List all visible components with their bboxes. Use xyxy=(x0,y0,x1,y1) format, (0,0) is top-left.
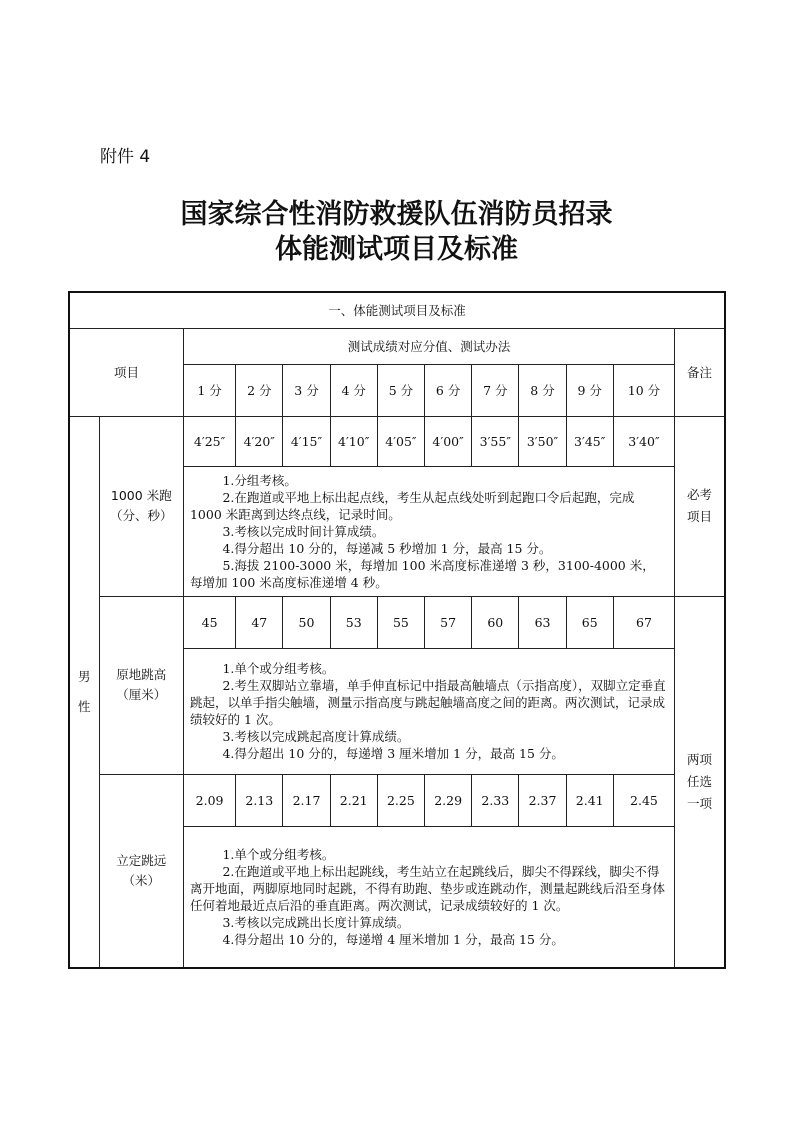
score-label: 4 分 xyxy=(330,364,377,416)
method-line: 2.在跑道或平地上标出起跳线，考生站立在起跳线后，脚尖不得踩线，脚尖不得离开地面，两脚原地同时起跳，不得有助跑、垫步或连跳动作，测量起跳线后沿至身体任何着地最近点后沿的垂直距离。两次测试，记录成绩较好的 1 次。 xyxy=(189,863,665,913)
method-line: 3.考核以完成跳出长度计算成绩。 xyxy=(222,914,410,930)
score-label: 6 分 xyxy=(425,364,472,416)
attachment-label: 附件 4 xyxy=(100,147,151,167)
score-value: 4′20″ xyxy=(236,416,283,466)
item-name-line: 立定跳远 xyxy=(116,852,167,868)
score-value: 45 xyxy=(183,596,235,648)
score-value: 65 xyxy=(566,596,613,648)
method-line: 4.得分超出 10 分的，每递增 4 厘米增加 1 分，最高 15 分。 xyxy=(222,931,564,947)
score-value: 2.37 xyxy=(519,774,566,826)
gender-char: 性 xyxy=(78,698,91,714)
score-label: 7 分 xyxy=(472,364,519,416)
method-line: 2.考生双脚站立靠墙，单手伸直标记中指最高触墙点（示指高度），双脚立定垂直跳起，以单手指尖触墙，测量示指高度与跳起触墙高度之间的距离。两次测试，记录成绩较好的 1 次。 xyxy=(189,678,666,727)
score-value: 3′55″ xyxy=(472,416,519,466)
remark-line: 两项 xyxy=(687,751,713,767)
test-method-long-jump xyxy=(183,826,674,968)
score-value: 47 xyxy=(236,596,283,648)
method-line: 2.在跑道或平地上标出起点线，考生从起点线处听到起跑口令后起跑，完成 1000 米距离到达终点线，记录时间。 xyxy=(189,489,635,522)
method-line: 4.得分超出 10 分的，每递增 3 厘米增加 1 分，最高 15 分。 xyxy=(222,746,564,761)
remark-line: 任选 xyxy=(687,773,713,789)
score-value: 53 xyxy=(330,596,377,648)
item-name-line: （米） xyxy=(122,872,161,888)
score-label: 8 分 xyxy=(519,364,566,416)
score-value: 2.25 xyxy=(377,774,424,826)
item-name-line: （厘米） xyxy=(116,687,167,702)
score-label: 2 分 xyxy=(236,364,283,416)
method-line: 1.单个或分组考核。 xyxy=(222,846,335,862)
standards-table xyxy=(68,291,726,969)
score-value: 67 xyxy=(613,596,674,648)
remark-header: 备注 xyxy=(675,328,725,416)
method-line: 5.海拔 2100-3000 米，每增加 100 米高度标准递增 3 秒，3100-4000 米，每增加 100 米高度标准递增 4 秒。 xyxy=(189,557,655,590)
item-name-run xyxy=(99,416,183,596)
item-name-line: （分、秒） xyxy=(110,508,173,523)
method-line: 1.单个或分组考核。 xyxy=(222,661,335,676)
remark-line: 必考 xyxy=(687,487,713,502)
score-value: 3′40″ xyxy=(613,416,674,466)
method-line: 1.分组考核。 xyxy=(222,472,297,488)
score-value: 50 xyxy=(283,596,330,648)
score-label: 1 分 xyxy=(183,364,235,416)
gender-cell xyxy=(69,416,99,968)
score-value: 60 xyxy=(472,596,519,648)
score-value: 3′45″ xyxy=(566,416,613,466)
score-value: 2.41 xyxy=(566,774,613,826)
document-title-line2: 体能测试项目及标准 xyxy=(275,234,518,265)
item-name-long-jump xyxy=(99,774,183,968)
remark-required xyxy=(675,416,725,596)
section-title: 一、体能测试项目及标准 xyxy=(69,292,725,328)
score-value: 2.17 xyxy=(283,774,330,826)
score-value: 4′25″ xyxy=(183,416,235,466)
remark-line: 项目 xyxy=(687,509,713,524)
item-header: 项目 xyxy=(69,328,183,416)
score-label: 10 分 xyxy=(613,364,674,416)
score-label: 5 分 xyxy=(377,364,424,416)
gender-char: 男 xyxy=(78,668,91,684)
test-method-run xyxy=(183,466,674,596)
score-value: 57 xyxy=(425,596,472,648)
item-name-high-jump xyxy=(99,596,183,774)
test-method-high-jump xyxy=(183,648,674,774)
document-title-line1: 国家综合性消防救援队伍消防员招录 xyxy=(180,199,613,230)
score-value: 2.29 xyxy=(425,774,472,826)
method-line: 4.得分超出 10 分的，每递减 5 秒增加 1 分，最高 15 分。 xyxy=(222,540,552,556)
score-value: 63 xyxy=(519,596,566,648)
score-value: 2.45 xyxy=(613,774,674,826)
score-value: 4′15″ xyxy=(283,416,330,466)
score-value: 4′05″ xyxy=(377,416,424,466)
remark-line: 一项 xyxy=(687,795,713,811)
score-value: 3′50″ xyxy=(519,416,566,466)
score-value: 2.21 xyxy=(330,774,377,826)
item-name-line: 原地跳高 xyxy=(116,667,167,682)
score-value: 4′00″ xyxy=(425,416,472,466)
method-line: 3.考核以完成跳起高度计算成绩。 xyxy=(222,729,410,744)
score-value: 4′10″ xyxy=(330,416,377,466)
method-line: 3.考核以完成时间计算成绩。 xyxy=(222,523,385,539)
score-label: 3 分 xyxy=(283,364,330,416)
item-name-line: 1000 米跑 xyxy=(110,488,172,503)
score-value: 2.13 xyxy=(236,774,283,826)
score-header: 测试成绩对应分值、测试办法 xyxy=(183,328,674,364)
score-value: 55 xyxy=(377,596,424,648)
score-value: 2.33 xyxy=(472,774,519,826)
score-value: 2.09 xyxy=(183,774,235,826)
score-label: 9 分 xyxy=(566,364,613,416)
remark-optional xyxy=(675,596,725,968)
